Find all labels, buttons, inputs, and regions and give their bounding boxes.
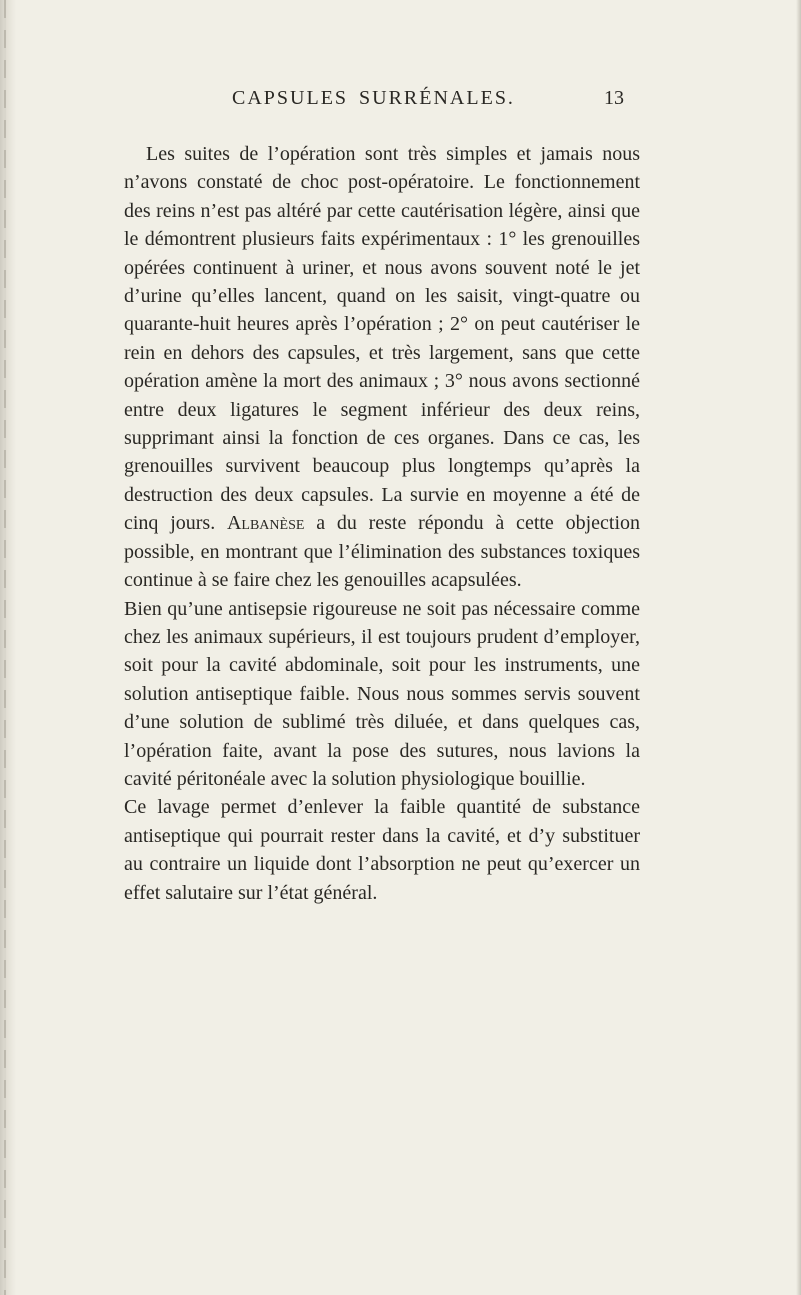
page-right-edge: [796, 0, 801, 1295]
paragraph-2-text: Bien qu’une antisepsie rigoureuse ne soit pas nécessaire comme chez les animaux supérieurs, il est toujours prudent d’employer, soit pour la cavité abdominale, soit pour les instruments, une solution antiseptique faible. Nous nous sommes servis souvent d’une solution de sublimé très diluée, et dans quelques cas, l’opération faite, avant la pose des sutures, nous lavions la cavité péritonéale avec la solution physiologique bouillie.: [124, 597, 640, 790]
paragraph-1: [124, 140, 640, 595]
page-number: 13: [604, 87, 624, 109]
paragraph-1-text: Les suites de l’opération sont très simples et jamais nous n’avons constaté de choc post-opératoire. Le fonctionnement des reins n’est pas altéré par cette cautérisation légère, ainsi que le démontrent plusieurs faits expérimentaux : 1° les grenouilles opérées continuent à uriner, et nous avons souvent noté le jet d’urine qu’elles lancent, quand on les saisit, vingt-quatre ou quarante-huit heures après l’opération ; 2° on peut cautériser le rein en dehors des capsules, et très largement, sans que cette opération amène la mort des animaux ; 3° nous avons sectionné entre deux ligatures le segment inférieur des deux reins, supprimant ainsi la fonction de ces organes. Dans ce cas, les grenouilles survivent beaucoup plus longtemps qu’après la destruction des deux capsules. La survie en moyenne a été de cinq jours.: [124, 143, 640, 535]
author-name: Albanèse: [226, 512, 305, 535]
body-text: [124, 140, 640, 907]
paragraph-1-continuation-end: a du reste répondu à cette objection possible, en montrant que l’élimination des substances toxiques continue à se faire chez les genouilles acapsulées.: [124, 512, 640, 592]
paragraph-2: [124, 595, 640, 794]
running-title: CAPSULES SURRÉNALES.: [232, 87, 515, 109]
page-binding-edge: [0, 0, 16, 1295]
paragraph-1-continuation: [215, 512, 227, 534]
paragraph-3-text: Ce lavage permet d’enlever la faible quantité de substance antiseptique qui pourrait rester dans la cavité, et d’y substituer au contraire un liquide dont l’absorption ne peut qu’exercer un effet salutaire sur l’état général.: [124, 796, 640, 904]
paragraph-3: [124, 793, 640, 907]
page-header: [0, 87, 801, 117]
